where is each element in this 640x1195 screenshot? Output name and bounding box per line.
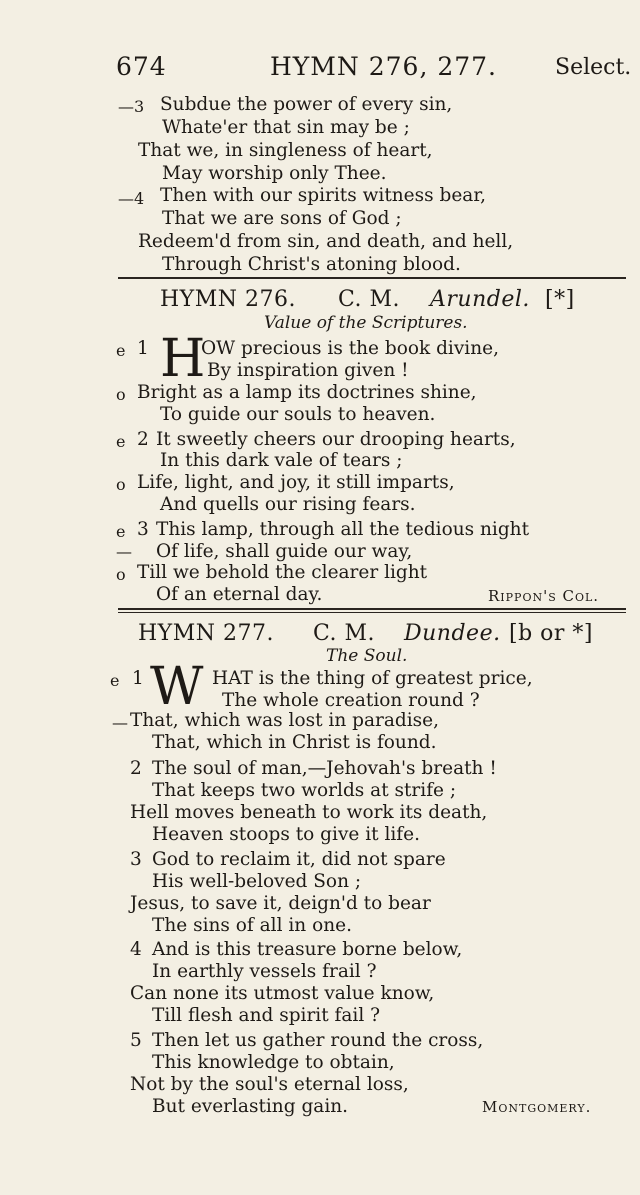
- hymn-key: [*]: [545, 287, 575, 312]
- hymn-tune: Dundee.: [404, 621, 501, 646]
- verse-line: May worship only Thee.: [162, 163, 387, 184]
- verse-mark: —4: [118, 189, 145, 208]
- verse-line: Life, light, and joy, it still imparts,: [137, 472, 455, 493]
- verse-line: Whate'er that sin may be ;: [162, 117, 410, 138]
- verse-line: God to reclaim it, did not spare: [152, 849, 446, 870]
- verse-number: 2: [130, 758, 142, 779]
- verse-line: By inspiration given !: [207, 360, 409, 381]
- verse-mark: —3: [118, 97, 145, 116]
- verse-line: This knowledge to obtain,: [152, 1052, 395, 1073]
- dynamic-mark: o: [116, 385, 126, 404]
- verse-line: And is this treasure borne below,: [152, 939, 463, 960]
- dynamic-mark: e: [116, 341, 126, 360]
- verse-line: To guide our souls to heaven.: [160, 404, 436, 425]
- verse-line: That, which in Christ is found.: [152, 732, 437, 753]
- hymn-heading: HYMN 276.: [160, 287, 296, 312]
- verse-line: In this dark vale of tears ;: [160, 450, 403, 471]
- verse-line: The sins of all in one.: [152, 915, 352, 936]
- verse-line: The soul of man,—Jehovah's breath !: [152, 758, 497, 779]
- verse-line: Of life, shall guide our way,: [156, 541, 413, 562]
- divider-thin: [118, 612, 626, 613]
- verse-line: Bright as a lamp its doctrines shine,: [137, 382, 477, 403]
- dynamic-mark: e: [116, 522, 126, 541]
- verse-line: HAT is the thing of greatest price,: [212, 668, 533, 689]
- verse-number: 5: [130, 1030, 142, 1051]
- verse-line: In earthly vessels frail ?: [152, 961, 377, 982]
- verse-line: That, which was lost in paradise,: [130, 710, 439, 731]
- verse-number: 4: [130, 939, 142, 960]
- verse-line: And quells our rising fears.: [160, 494, 416, 515]
- hymn-key: [b or *]: [509, 621, 593, 646]
- verse-number: 1: [137, 338, 149, 359]
- verse-line: It sweetly cheers our drooping hearts,: [156, 429, 516, 450]
- verse-line: Heaven stoops to give it life.: [152, 824, 420, 845]
- verse-number: 2: [137, 429, 149, 450]
- dynamic-mark: —: [112, 713, 128, 732]
- drop-cap: W: [150, 657, 204, 717]
- verse-line: Then let us gather round the cross,: [152, 1030, 484, 1051]
- verse-line: Of an eternal day.: [156, 584, 323, 605]
- verse-line: Through Christ's atoning blood.: [162, 254, 461, 275]
- verse-line: Redeem'd from sin, and death, and hell,: [138, 231, 514, 252]
- verse-line: This lamp, through all the tedious night: [156, 519, 530, 540]
- dynamic-mark: o: [116, 565, 126, 584]
- verse-line: OW precious is the book divine,: [201, 338, 499, 359]
- verse-line: His well-beloved Son ;: [152, 871, 362, 892]
- hymn-subtitle: Value of the Scriptures.: [264, 313, 468, 333]
- verse-line: The whole creation round ?: [222, 690, 480, 711]
- verse-line: That we, in singleness of heart,: [138, 140, 433, 161]
- verse-line: That we are sons of God ;: [162, 208, 402, 229]
- hymn-subtitle: The Soul.: [326, 646, 408, 666]
- divider: [118, 608, 626, 610]
- verse-number: 3: [130, 849, 142, 870]
- dynamic-mark: —: [116, 542, 132, 561]
- divider: [118, 277, 626, 279]
- verse-line: Till flesh and spirit fail ?: [152, 1005, 381, 1026]
- hymn-meter: C. M.: [338, 287, 401, 312]
- verse-line: Then with our spirits witness bear,: [160, 185, 487, 206]
- section-label: Select.: [555, 55, 632, 80]
- hymn-credit: Montgomery.: [482, 1098, 592, 1116]
- running-title: HYMN 276, 277.: [270, 52, 498, 81]
- hymn-meter: C. M.: [313, 621, 376, 646]
- verse-line: That keeps two worlds at strife ;: [152, 780, 457, 801]
- verse-line: Can none its utmost value know,: [130, 983, 435, 1004]
- verse-line: Not by the soul's eternal loss,: [130, 1074, 409, 1095]
- hymn-tune: Arundel.: [430, 287, 530, 312]
- hymn-credit: Rippon's Col.: [488, 587, 600, 605]
- verse-line: Hell moves beneath to work its death,: [130, 802, 488, 823]
- page-number: 674: [116, 52, 167, 81]
- verse-number: 1: [132, 668, 144, 689]
- verse-line: Till we behold the clearer light: [137, 562, 428, 583]
- dynamic-mark: e: [110, 671, 120, 690]
- drop-cap: H: [160, 329, 206, 389]
- verse-line: Jesus, to save it, deign'd to bear: [130, 893, 431, 914]
- verse-number: 3: [137, 519, 149, 540]
- dynamic-mark: e: [116, 432, 126, 451]
- verse-line: But everlasting gain.: [152, 1096, 349, 1117]
- dynamic-mark: o: [116, 475, 126, 494]
- verse-line: Subdue the power of every sin,: [160, 94, 453, 115]
- hymn-heading: HYMN 277.: [138, 621, 274, 646]
